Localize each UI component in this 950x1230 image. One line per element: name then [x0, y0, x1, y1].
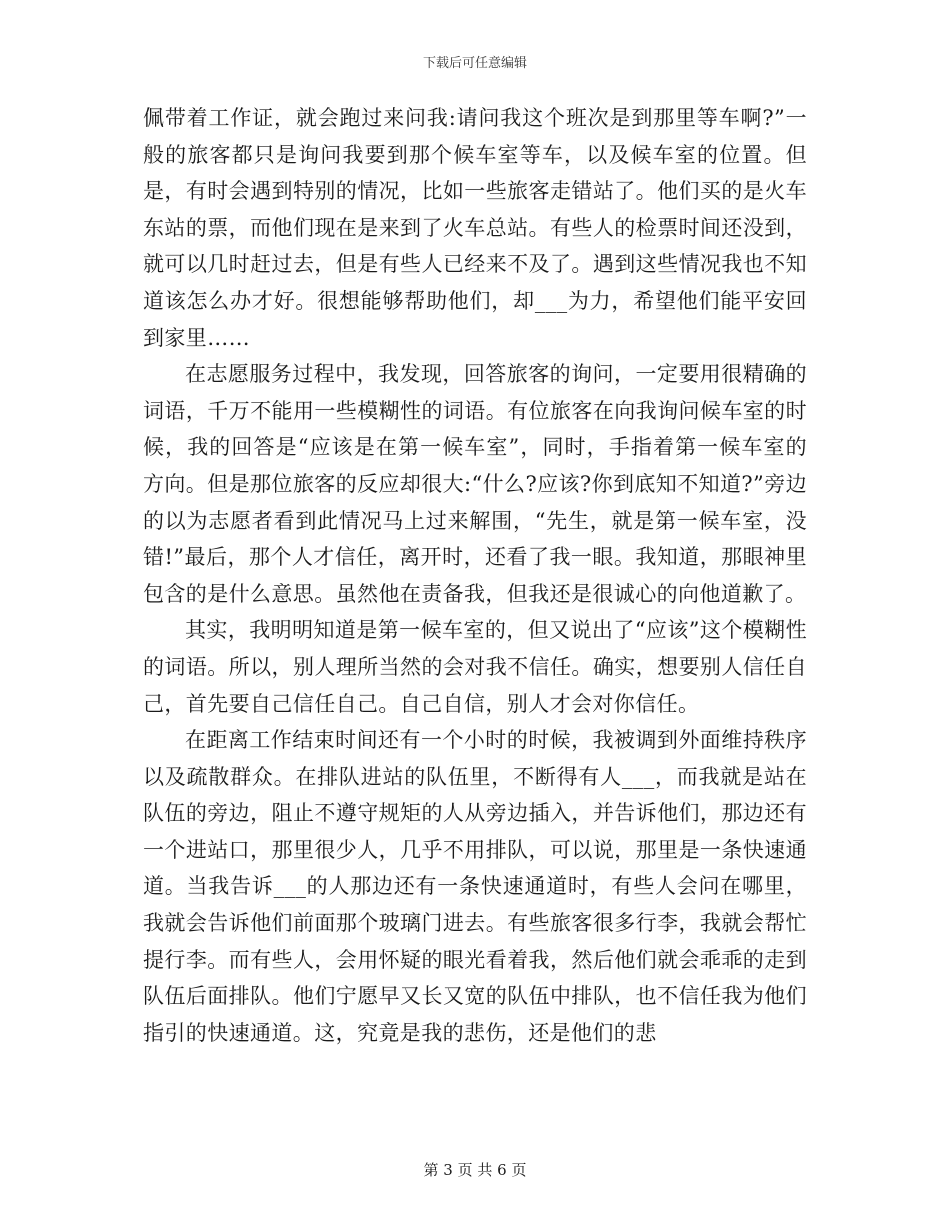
paragraph-4: 在距离工作结束时间还有一个小时的时候，我被调到外面维持秩序以及疏散群众。在排队进站的队伍里，不断得有人___，而我就是站在队伍的旁边，阻止不遵守规矩的人从旁边插入，并告诉他们，那边还有一个进站口，那里很少人，几乎不用排队，可以说，那里是一条快速通道。当我告诉___的人那边还有一条快速通道时，有些人会问在哪里，我就会告诉他们前面那个玻璃门进去。有些旅客很多行李，我就会帮忙提行李。而有些人，会用怀疑的眼光看着我，然后他们就会乖乖的走到队伍后面排队。他们宁愿早又长又宽的队伍中排队，也不信任我为他们指引的快速通道。这，究竟是我的悲伤，还是他们的悲: [143, 728, 807, 1045]
document-body: [143, 100, 807, 1051]
paragraph-1: 佩带着工作证，就会跑过来问我:请问我这个班次是到那里等车啊?”一般的旅客都只是询问我要到那个候车室等车，以及候车室的位置。但是，有时会遇到特别的情况，比如一些旅客走错站了。他们买的是火车东站的票，而他们现在是来到了火车总站。有些人的检票时间还没到，就可以几时赶过去，但是有些人已经来不及了。遇到这些情况我也不知道该怎么办才好。很想能够帮助他们，却___为力，希望他们能平安回到家里……: [143, 106, 807, 350]
paragraph-3: 其实，我明明知道是第一候车室的，但又说出了“应该”这个模糊性的词语。所以，别人理所当然的会对我不信任。确实，想要别人信任自己，首先要自己信任自己。自己自信，别人才会对你信任。: [143, 618, 807, 716]
paragraph-2: 在志愿服务过程中，我发现，回答旅客的询问，一定要用很精确的词语，千万不能用一些模糊性的词语。有位旅客在向我询问候车室的时候，我的回答是“应该是在第一候车室”，同时，手指着第一候车室的方向。但是那位旅客的反应却很大:“什么?应该?你到底知不知道?”旁边的以为志愿者看到此情况马上过来解围，“先生，就是第一候车室，没错!”最后，那个人才信任，离开时，还看了我一眼。我知道，那眼神里包含的是什么意思。虽然他在责备我，但我还是很诚心的向他道歉了。: [143, 362, 807, 606]
page-header: 下载后可任意编辑: [422, 56, 527, 71]
page-number-footer: 第 3 页 共 6 页: [423, 1161, 527, 1179]
